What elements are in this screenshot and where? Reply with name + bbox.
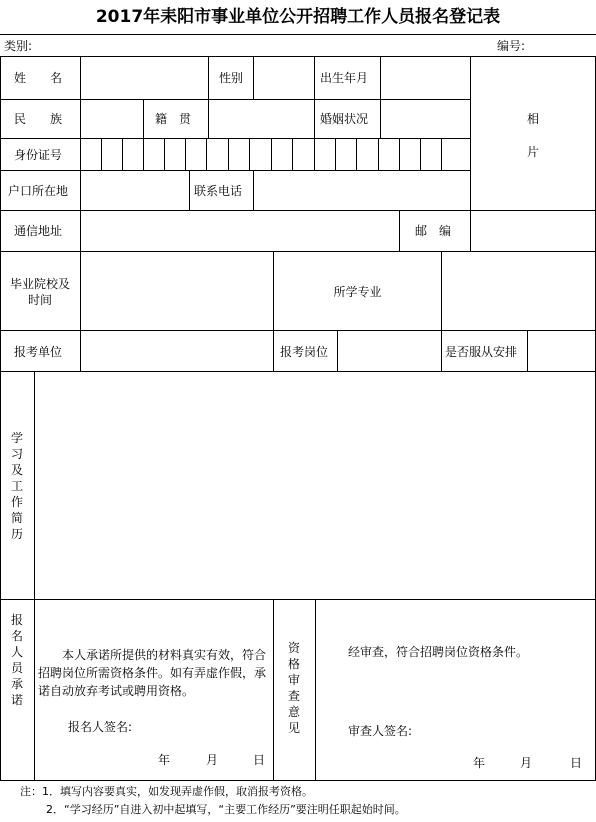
review-year: 年 xyxy=(473,756,486,770)
ethnicity-field[interactable] xyxy=(81,100,143,138)
row-rule xyxy=(0,599,596,600)
col-rule xyxy=(315,599,316,781)
address-label: 通信地址 xyxy=(14,224,63,238)
obey-label: 是否服从安排 xyxy=(445,345,518,359)
birth-label: 出生年月 xyxy=(320,71,369,85)
school-label: 时间 xyxy=(27,293,52,307)
pledge-year: 年 xyxy=(158,753,171,767)
col-rule xyxy=(143,99,144,139)
pledge-day: 日 xyxy=(253,753,266,767)
address-field[interactable] xyxy=(81,211,399,251)
note-line-1: 注：1．填写内容要真实，如发现弄虚作假，取消报考资格。 xyxy=(20,785,313,798)
resume-label: 学习及工作简历 xyxy=(10,431,23,541)
name-field[interactable] xyxy=(81,57,208,99)
phone-field[interactable] xyxy=(254,171,470,210)
reviewer-signature-label: 审查人签名: xyxy=(348,724,413,738)
postcode-label: 邮 编 xyxy=(415,224,452,238)
postcode-field[interactable] xyxy=(471,211,595,251)
category-label: 类别: xyxy=(4,39,33,53)
id-number-label: 身份证号 xyxy=(14,148,63,162)
col-rule xyxy=(441,330,442,372)
col-rule xyxy=(273,599,274,781)
school-label: 毕业院校及 xyxy=(9,277,70,291)
pledge-month: 月 xyxy=(206,753,219,767)
col-rule xyxy=(189,170,190,211)
col-rule xyxy=(273,330,274,372)
col-rule xyxy=(208,56,209,100)
native-place-label: 籍 贯 xyxy=(155,112,192,126)
name-label: 姓 名 xyxy=(14,71,63,85)
major-label: 所学专业 xyxy=(333,285,382,299)
applicant-signature-label: 报名人签名: xyxy=(68,720,133,734)
photo-label: 片 xyxy=(527,145,540,159)
major-field[interactable] xyxy=(442,252,595,330)
id-number-field[interactable] xyxy=(81,139,470,170)
post-label: 报考岗位 xyxy=(280,345,329,359)
unit-label: 报考单位 xyxy=(14,345,63,359)
native-place-field[interactable] xyxy=(209,100,314,138)
col-rule xyxy=(314,56,315,139)
obey-field[interactable] xyxy=(528,331,595,371)
review-month: 月 xyxy=(520,756,533,770)
household-field[interactable] xyxy=(81,171,189,210)
note-line-2: 2．“学习经历”自进入初中起填写，“主要工作经历”要注明任职起始时间。 xyxy=(46,803,406,816)
gender-field[interactable] xyxy=(254,57,314,99)
marital-label: 婚姻状况 xyxy=(320,112,369,126)
pledge-text: 本人承诺所提供的材料真实有效，符合招聘岗位所需资格条件。如有弄虚作假，承诺自动放弃考试或聘用资格。 xyxy=(38,648,267,698)
col-rule xyxy=(399,210,400,252)
header-rule xyxy=(0,34,596,35)
resume-field[interactable] xyxy=(35,372,595,599)
household-label: 户口所在地 xyxy=(8,184,69,198)
unit-field[interactable] xyxy=(81,331,273,371)
number-label: 编号: xyxy=(497,39,526,53)
review-text: 经审查，符合招聘岗位资格条件。 xyxy=(348,645,529,659)
pledge-label: 报名人员承诺 xyxy=(10,613,23,707)
review-label: 资格审查意见 xyxy=(287,641,300,735)
review-day: 日 xyxy=(570,756,583,770)
birth-field[interactable] xyxy=(381,57,470,99)
post-field[interactable] xyxy=(338,331,441,371)
phone-label: 联系电话 xyxy=(194,184,243,198)
photo-label: 相 xyxy=(527,112,540,126)
school-field[interactable] xyxy=(81,252,273,330)
photo-box[interactable] xyxy=(471,57,595,210)
marital-field[interactable] xyxy=(381,100,470,138)
ethnicity-label: 民 族 xyxy=(14,112,63,126)
gender-label: 性别 xyxy=(219,71,244,85)
form-title: 2017年耒阳市事业单位公开招聘工作人员报名登记表 xyxy=(95,7,501,27)
